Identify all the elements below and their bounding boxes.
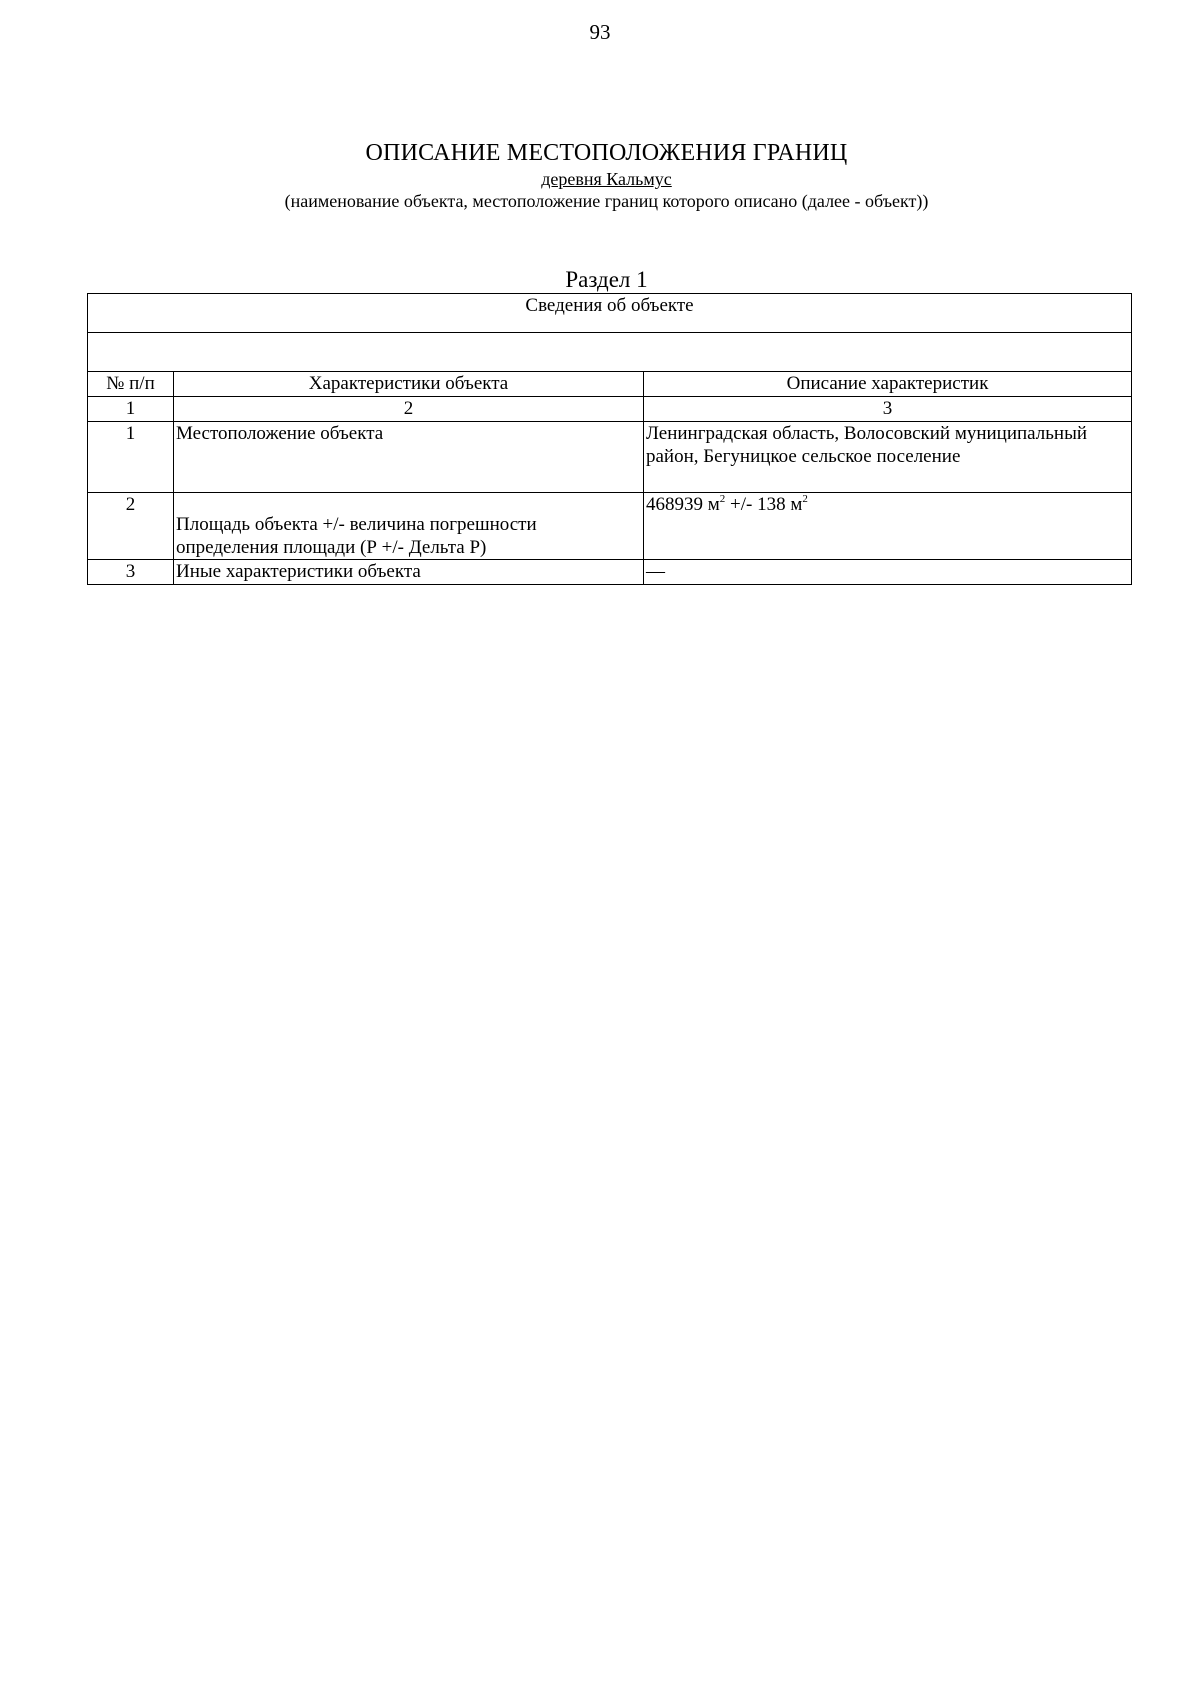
column-number-1: 1: [88, 397, 174, 422]
document-title: ОПИСАНИЕ МЕСТОПОЛОЖЕНИЯ ГРАНИЦ: [365, 140, 848, 166]
row-description: —: [644, 560, 1132, 585]
row-characteristic: Местоположение объекта: [174, 422, 644, 493]
row-number: 1: [88, 422, 174, 493]
column-header-num: № п/п: [88, 372, 174, 397]
area-error-exponent: 2: [802, 492, 808, 505]
section-title: Раздел 1: [565, 267, 648, 292]
row-number: 3: [88, 560, 174, 585]
table-blank-cell: [88, 333, 1132, 372]
table-header-row: [88, 294, 1132, 333]
table-header: Сведения об объекте: [88, 294, 1132, 333]
area-exponent: 2: [719, 492, 726, 505]
column-header-row: [88, 372, 1132, 397]
table-row: [88, 493, 1132, 560]
area-value: 468939 м: [646, 494, 720, 515]
area-error-value: +/- 138 м: [725, 494, 803, 515]
table-row: [88, 560, 1132, 585]
row-characteristic: Площадь объекта +/- величина погрешности определения площади (Р +/- Дельта Р): [174, 493, 644, 560]
row-number: 2: [88, 493, 174, 560]
column-number-3: 3: [644, 397, 1132, 422]
object-name: деревня Кальмус: [541, 169, 672, 189]
object-caption: (наименование объекта, местоположение границ которого описано (далее - объект)): [284, 191, 929, 211]
table-row: [88, 422, 1132, 493]
column-header-characteristic: Характеристики объекта: [174, 372, 644, 397]
table-blank-row: [88, 333, 1132, 372]
row-description: [644, 493, 1132, 560]
column-number-row: [88, 397, 1132, 422]
column-number-2: 2: [174, 397, 644, 422]
column-header-description: Описание характеристик: [644, 372, 1132, 397]
row-characteristic: Иные характеристики объекта: [174, 560, 644, 585]
row-description: Ленинградская область, Волосовский муниципальный район, Бегуницкое сельское поселение: [644, 422, 1132, 493]
object-info-table: [87, 293, 1132, 585]
page-number: 93: [589, 20, 611, 44]
